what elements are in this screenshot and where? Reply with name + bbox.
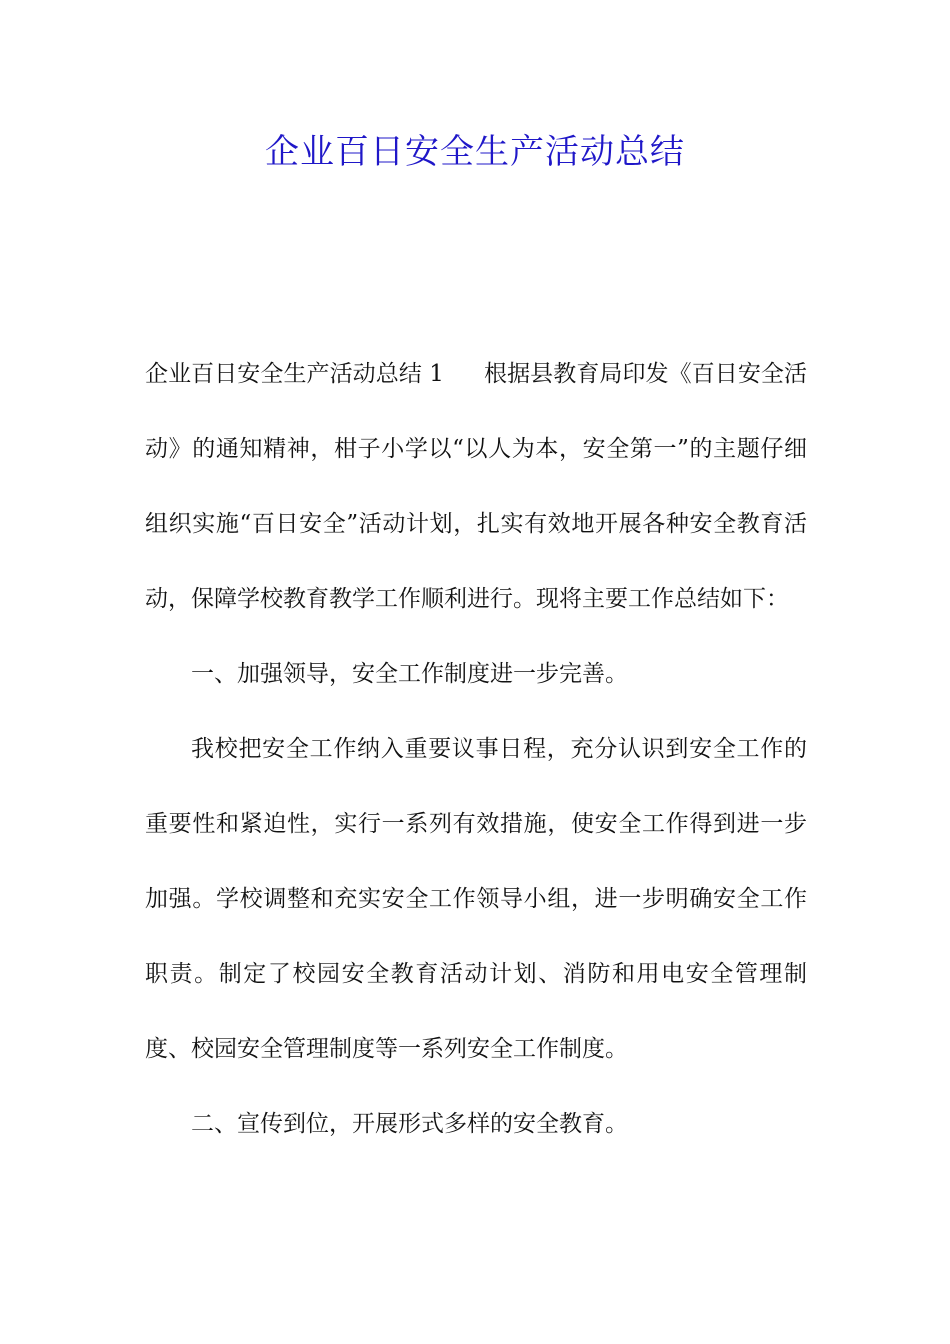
paragraph-section-1: 我校把安全工作纳入重要议事日程，充分认识到安全工作的重要性和紧迫性，实行一系列有效措施，使安全工作得到进一步加强。学校调整和充实安全工作领导小组，进一步明确安全工作职责。制定了校园安全教育活动计划、消防和用电安全管理制度、校园安全管理制度等一系列安全工作制度。: [145, 736, 807, 1062]
document-body: [145, 337, 807, 1162]
document-title: 企业百日安全生产活动总结: [265, 132, 685, 172]
paragraph-intro-lead: 企业百日安全生产活动总结 1: [145, 361, 444, 387]
section-heading-2: 二、宣传到位，开展形式多样的安全教育。: [191, 1111, 628, 1137]
section-heading-1: 一、加强领导，安全工作制度进一步完善。: [191, 661, 628, 687]
paragraph-intro-text: 根据县教育局印发《百日安全活动》的通知精神，柑子小学以“以人为本，安全第一”的主题仔细组织实施“百日安全”活动计划，扎实有效地开展各种安全教育活动，保障学校教育教学工作顺利进行。现将主要工作总结如下：: [145, 361, 807, 612]
paragraph-intro: [145, 337, 807, 637]
